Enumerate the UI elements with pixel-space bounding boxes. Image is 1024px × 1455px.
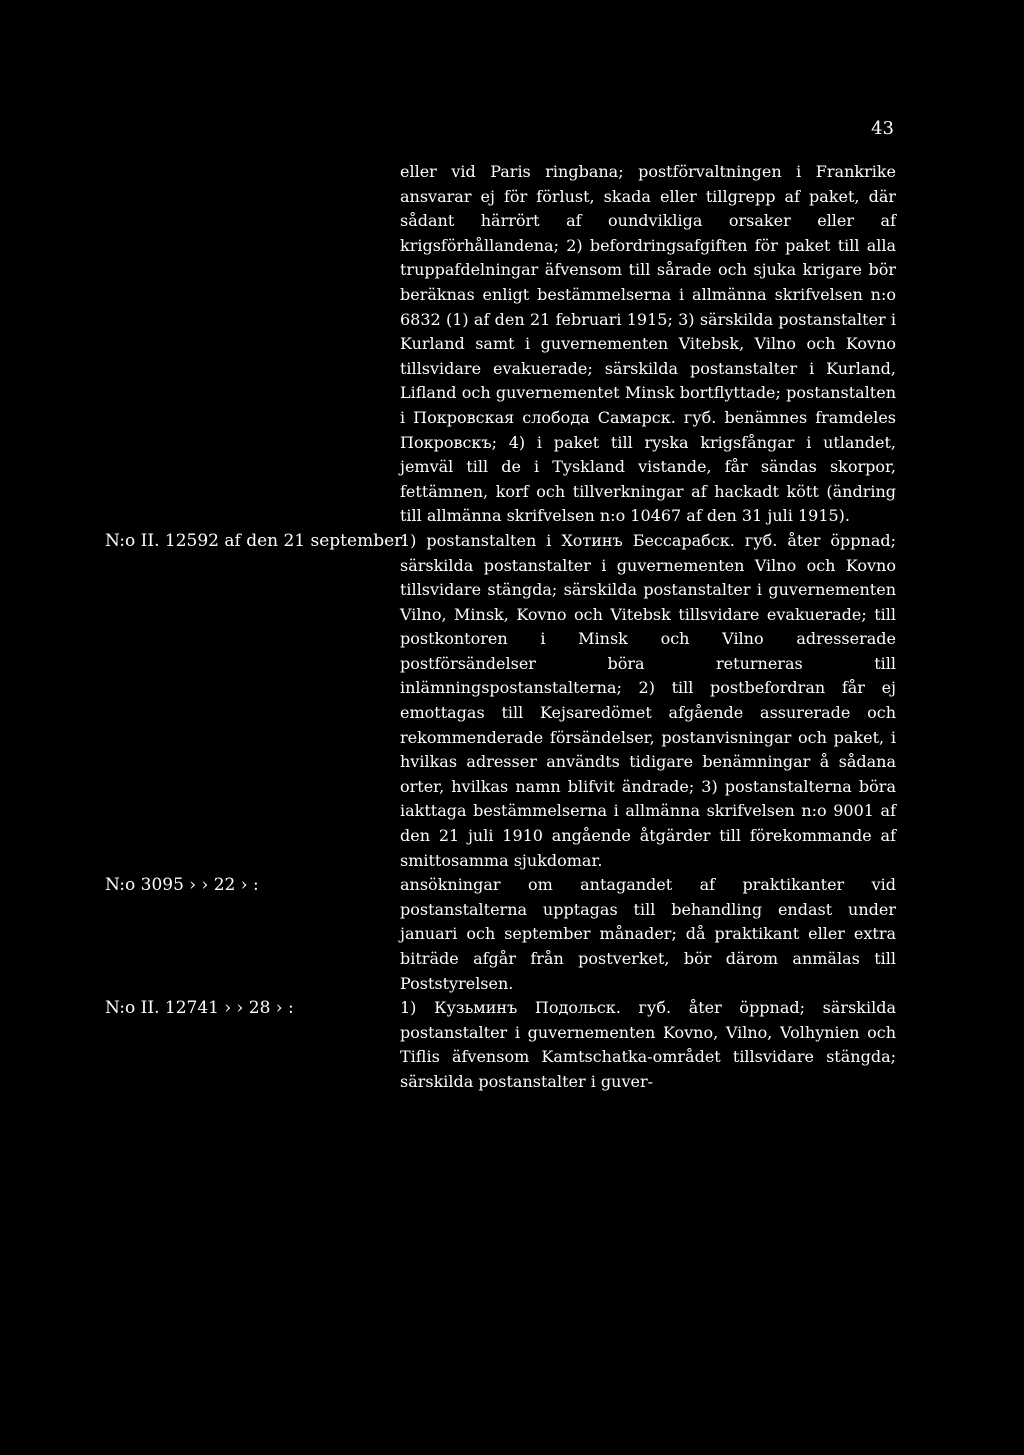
entry-12741: [0, 996, 1024, 1094]
continuation-paragraph: [0, 160, 1024, 529]
entry-text: 1) Кузьминъ Подольск. губ. åter öppnad; särskilda postanstalter i guvernementen Kovno, Vilno, Volhynien och Tiflis äfvensom Kamtschatka-området tillsvidare stängda; särskilda postanstalter i guver-: [400, 998, 896, 1091]
entry-text: ansökningar om antagandet af praktikanter vid postanstalterna upptagas till behandling endast under januari och september månader; då praktikant eller extra biträde afgår från postverket, bör därom anmälas till Poststyrelsen.: [400, 875, 896, 993]
page-body: [0, 160, 1024, 1095]
entry-text: 1) postanstalten i Хотинъ Бессарабск. губ. åter öppnad; särskilda postanstalter i guvernementen Vilno och Kovno tillsvidare stängda; särskilda postanstalter i guvernementen Vilno, Minsk, Kovno och Vitebsk tillsvidare evakuerade; till postkontoren i Minsk och Vilno adresserade postförsändelser böra returneras till inlämningspostanstalterna; 2) till postbefordran får ej emottagas till Kejsaredömet afgående assurerade och rekommenderade försändelser, postanvisningar och paket, i hvilkas adresser användts tidigare benämningar å sådana orter, hvilkas namn blifvit ändrade; 3) postanstalterna böra iakttaga bestämmelserna i allmänna skrifvelsen n:o 9001 af den 21 juli 1910 angående åtgärder till förekommande af smittosamma sjukdomar.: [400, 530, 896, 870]
entry-label: N:o 3095 › › 22 › :: [105, 875, 259, 896]
entry-label: N:o II. 12741 › › 28 › :: [105, 998, 294, 1019]
page-number: 43: [871, 118, 894, 139]
paragraph-text: eller vid Paris ringbana; postförvaltningen i Frankrike ansvarar ej för förlust, skada eller tillgrepp af paket, där sådant härrört af oundvikliga orsaker eller af krigsförhållandena; 2) befordringsafgiften för paket till alla truppafdelningar äfvensom till sårade och sjuka krigare bör beräknas enligt bestämmelserna i allmänna skrifvelsen n:o 6832 (1) af den 21 februari 1915; 3) särskilda postanstalter i Kurland samt i guvernementen Vitebsk, Vilno och Kovno tillsvidare evakuerade; särskilda postanstalter i Kurland, Lifland och guvernementet Minsk bortflyttade; postanstalten i Покровская слобода Самарск. губ. benämnes framdeles Покровскъ; 4) i paket till ryska krigsfångar i utlandet, jemväl till de i Tyskland vistande, får sändas skorpor, fettämnen, korf och tillverkningar af hackadt kött (ändring till allmänna skrifvelsen n:o 10467 af den 31 juli 1915).: [400, 162, 896, 526]
entry-12592: [0, 529, 1024, 873]
entry-3095: [0, 873, 1024, 996]
entry-label: N:o II. 12592 af den 21 september:: [105, 530, 408, 551]
